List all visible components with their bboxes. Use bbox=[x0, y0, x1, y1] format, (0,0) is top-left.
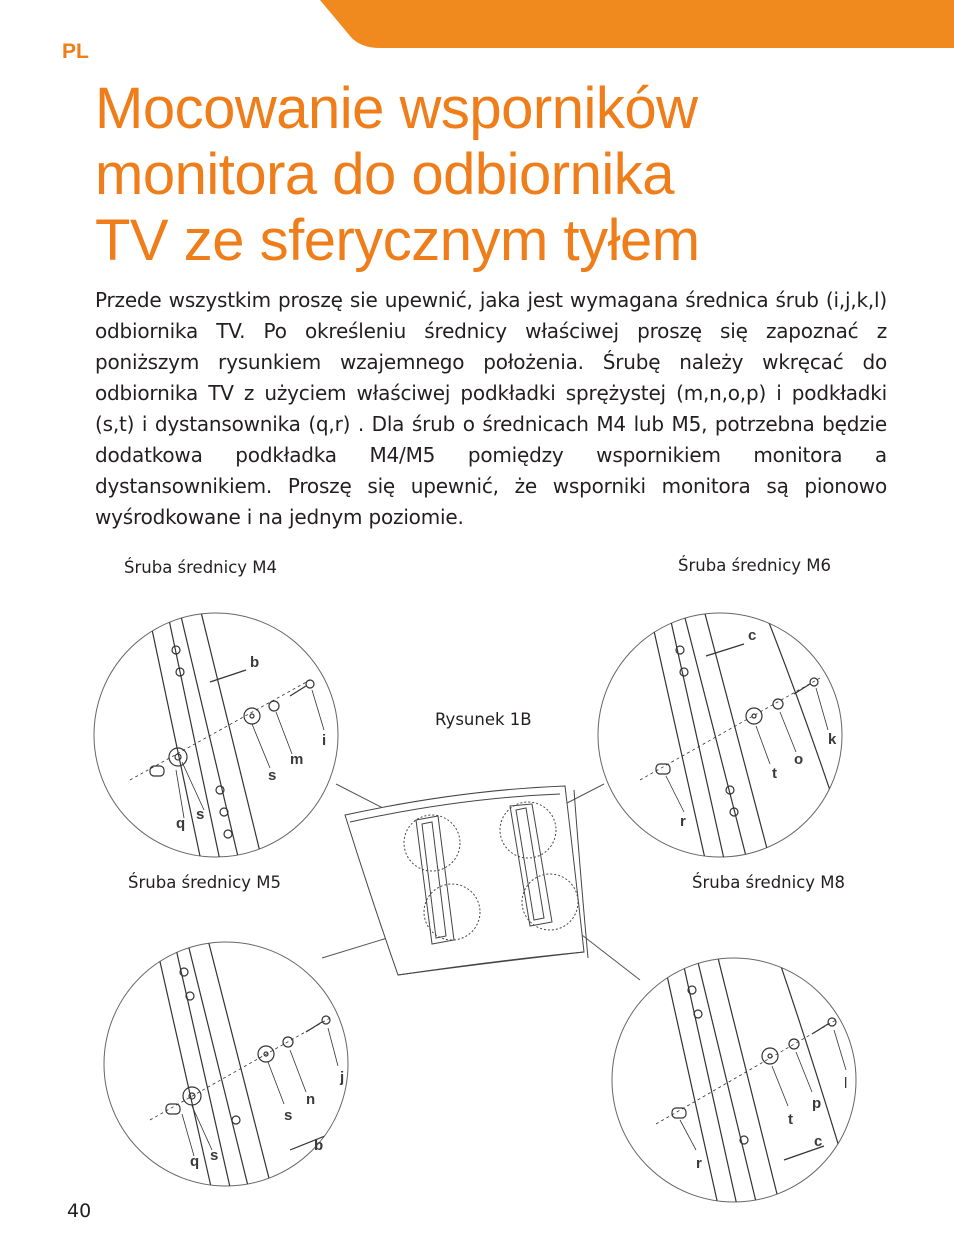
label-m5-washer-bottom: s bbox=[210, 1147, 219, 1164]
detail-circle-m4 bbox=[94, 608, 338, 875]
label-m4-washer-top: s bbox=[268, 767, 277, 784]
label-m8-bracket: c bbox=[814, 1133, 823, 1150]
page-title-line-3: TV ze sferycznym tyłem bbox=[95, 208, 700, 273]
instructions-paragraph: Przede wszystkim proszę sie upewnić, jaka jest wymagana średnica śrub (i,j,k,l) odbiornika TV. Po określeniu średnicy właściwej proszę się zapoznać z poniższym rysunkiem wzajemnego położenia. Śrubę należy wkręcać do odbiornika TV z użyciem właściwej podkładki sprężystej (m,n,o,p) i podkładki (s,t) i dystansownika (q,r) . Dla śrub o średnicach M4 lub M5, potrzebna będzie dodatkowa podkładka M4/M5 pomiędzy wspornikiem monitora a dystansownikiem. Proszę się upewnić, że wsporniki monitora są pionowo wyśrodkowane i na jednym poziomie. bbox=[95, 288, 887, 529]
label-m5-screw: j bbox=[340, 1069, 345, 1086]
page-title-line-1: Mocowanie wsporników bbox=[95, 76, 698, 141]
page-number: 40 bbox=[67, 1200, 92, 1222]
caption-m4: Śruba średnicy M4 bbox=[124, 558, 278, 577]
detail-circle-m5 bbox=[104, 932, 348, 1200]
label-m8-spacer: r bbox=[696, 1155, 702, 1172]
label-m8-lock-washer: p bbox=[812, 1095, 822, 1112]
label-m5-spacer: q bbox=[190, 1153, 200, 1170]
label-m4-screw: i bbox=[322, 732, 327, 749]
label-m6-screw: k bbox=[828, 731, 837, 748]
detail-circle-m6 bbox=[598, 600, 842, 872]
label-m5-bracket: b bbox=[314, 1137, 324, 1154]
label-m4-spacer: q bbox=[176, 815, 186, 832]
label-m6-lock-washer: o bbox=[794, 751, 804, 768]
caption-m6: Śruba średnicy M6 bbox=[678, 556, 832, 575]
label-m6-bracket: c bbox=[748, 627, 757, 644]
caption-m5: Śruba średnicy M5 bbox=[128, 873, 282, 892]
caption-m8: Śruba średnicy M8 bbox=[692, 873, 846, 892]
detail-circle-m8 bbox=[612, 940, 856, 1214]
label-m4-bracket: b bbox=[250, 654, 260, 671]
label-m6-spacer: r bbox=[680, 813, 686, 830]
page-title-line-2: monitora do odbiornika bbox=[95, 142, 675, 207]
figure-caption: Rysunek 1B bbox=[435, 710, 532, 729]
label-m4-lock-washer: m bbox=[290, 751, 304, 768]
label-m4-washer-bottom: s bbox=[196, 806, 205, 823]
label-m6-washer: t bbox=[772, 765, 777, 782]
label-m8-washer: t bbox=[788, 1111, 793, 1128]
label-m8-screw: l bbox=[844, 1075, 848, 1092]
tv-back-illustration bbox=[345, 786, 588, 975]
language-tag: PL bbox=[62, 40, 89, 63]
label-m5-washer-top: s bbox=[284, 1107, 293, 1124]
label-m5-lock-washer: n bbox=[306, 1091, 316, 1108]
